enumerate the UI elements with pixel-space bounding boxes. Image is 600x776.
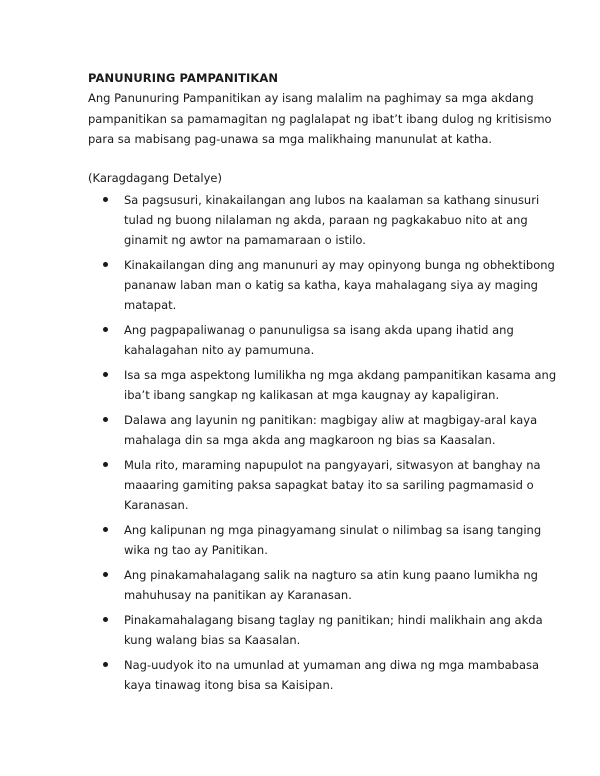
list-item-text: Nag-uudyok ito na umunlad at yumaman ang diwa ng mga mambabasa kaya tinawag itong bisa sa Kaisipan. (124, 657, 540, 692)
detail-heading: (Karagdagang Detalye) (88, 170, 222, 185)
bullet-icon (103, 372, 108, 377)
list-item-text: Ang kalipunan ng mga pinagyamang sinulat o nilimbag sa isang tanging wika ng tao ay Panitikan. (124, 522, 542, 557)
bullet-icon (103, 327, 108, 332)
list-item (88, 320, 558, 360)
list-item-text: Dalawa ang layunin ng panitikan: magbigay aliw at magbigay-aral kaya mahalaga din sa mga akda ang magkaroon ng bias sa Kaasalan. (124, 412, 538, 447)
list-item-text: Pinakamahalagang bisang taglay ng panitikan; hindi malikhain ang akda kung walang bias sa Kaasalan. (124, 612, 543, 647)
document-title: PANUNURING PAMPANITIKAN (88, 71, 279, 85)
bullet-icon (103, 617, 108, 622)
bullet-icon (103, 417, 108, 422)
list-item (88, 610, 558, 650)
list-item (88, 410, 558, 450)
intro-paragraph: Ang Panunuring Pampanitikan ay isang malalim na paghimay sa mga akdang pampanitikan sa pamamagitan ng paglalapat ng ibat’t ibang dulog ng kritisismo para sa mabisang pag-unawa sa mga malikhaing manunulat at katha. (88, 91, 552, 146)
list-item (88, 455, 558, 515)
bullet-icon (103, 527, 108, 532)
detail-list (88, 190, 558, 695)
list-item (88, 365, 558, 405)
bullet-icon (103, 572, 108, 577)
bullet-icon (103, 662, 108, 667)
list-item-text: Sa pagsusuri, kinakailangan ang lubos na kaalaman sa kathang sinusuri tulad ng buong nilalaman ng akda, paraan ng pagkakabuo nito at ang ginamit ng awtor na pamamaraan o istilo. (124, 192, 540, 247)
bullet-icon (103, 462, 108, 467)
list-item (88, 190, 558, 250)
bullet-icon (103, 197, 108, 202)
list-item (88, 520, 558, 560)
list-item-text: Ang pinakamahalagang salik na nagturo sa atin kung paano lumikha ng mahuhusay na panitikan ay Karanasan. (124, 567, 538, 602)
list-item (88, 255, 558, 315)
list-item-text: Mula rito, maraming napupulot na pangyayari, sitwasyon at banghay na maaaring gamiting paksa sapagkat batay ito sa sariling pagmamasid o Karanasan. (124, 457, 541, 512)
document-page (88, 68, 558, 700)
list-item (88, 565, 558, 605)
list-item-text: Ang pagpapaliwanag o panunuligsa sa isang akda upang ihatid ang kahalagahan nito ay pamumuna. (124, 322, 514, 357)
list-item-text: Isa sa mga aspektong lumilikha ng mga akdang pampanitikan kasama ang iba’t ibang sangkap ng kalikasan at mga kaugnay ay kapaligiran. (124, 367, 557, 402)
bullet-icon (103, 262, 108, 267)
list-item-text: Kinakailangan ding ang manunuri ay may opinyong bunga ng obhektibong pananaw laban man o katig sa katha, kaya mahalagang siya ay maging matapat. (124, 257, 555, 312)
list-item (88, 655, 558, 695)
